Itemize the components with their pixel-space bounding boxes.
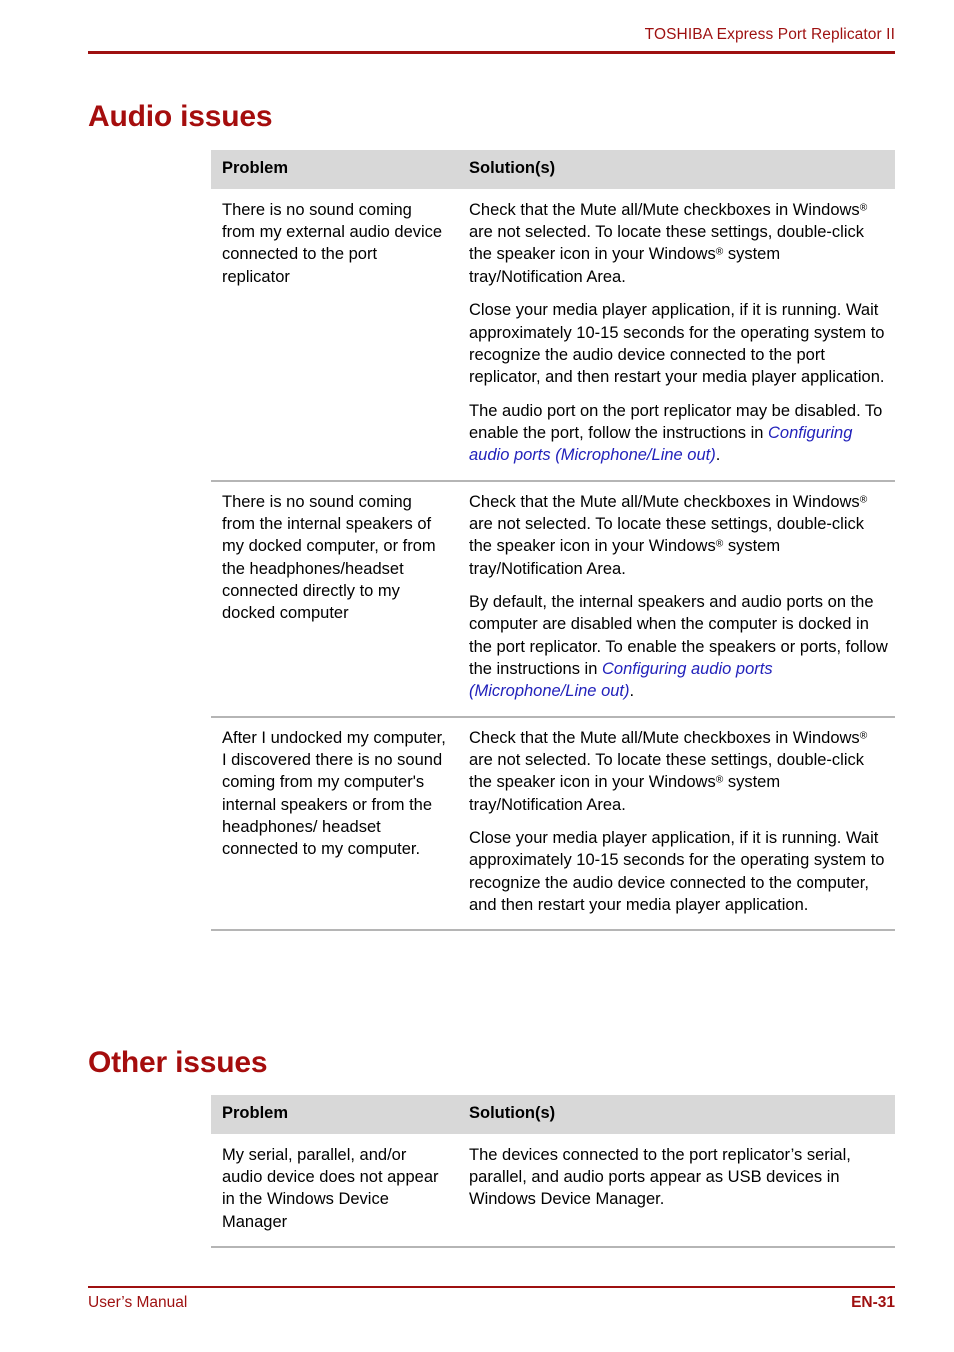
registered-mark: ® <box>715 538 724 550</box>
solution-paragraph <box>469 199 891 288</box>
cross-reference-link[interactable]: Configuring audio ports (Microphone/Line out) <box>469 659 773 701</box>
solution-paragraph <box>469 591 891 703</box>
section-heading-other-issues: Other issues <box>88 1046 268 1080</box>
cross-reference-link[interactable]: Configuring audio ports (Microphone/Line out) <box>469 423 853 465</box>
solution-text-part: . <box>715 446 721 465</box>
solution-text-part: . <box>629 682 635 701</box>
solution-text-part: are not selected. To locate these settings, double-click the speaker icon in your Windows <box>469 514 865 556</box>
problem-cell <box>211 717 457 931</box>
solution-cell <box>457 1134 895 1247</box>
table-header-row <box>211 1095 895 1134</box>
problem-text: My serial, parallel, and/or audio device does not appear in the Windows Device Manager <box>222 1145 439 1231</box>
column-header-problem: Problem <box>211 1095 457 1134</box>
problem-cell <box>211 481 457 717</box>
solution-cell <box>457 717 895 931</box>
header-rule <box>88 51 895 54</box>
solution-text-part: Check that the Mute all/Mute checkboxes in Windows <box>469 200 860 219</box>
registered-mark: ® <box>715 246 724 258</box>
registered-mark: ® <box>859 730 868 742</box>
solution-text-part: system tray/Notification Area. <box>469 537 781 578</box>
solution-paragraph: Close your media player application, if it is running. Wait approximately 10-15 seconds for the operating system to recognize the audio device connected to the computer, and then restart your media player application. <box>469 829 885 915</box>
table-row <box>211 189 895 481</box>
table-row <box>211 717 895 931</box>
problem-cell <box>211 189 457 481</box>
solution-paragraph <box>469 727 891 816</box>
problem-text: There is no sound coming from the internal speakers of my docked computer, or from the headphones/headset connected directly to my docked computer <box>222 492 436 623</box>
registered-mark: ® <box>859 202 868 214</box>
solution-text-part: system tray/Notification Area. <box>469 773 781 814</box>
solution-paragraph: The devices connected to the port replicator’s serial, parallel, and audio ports appear as USB devices in Windows Device Manager. <box>469 1145 851 1209</box>
solution-cell <box>457 481 895 717</box>
column-header-solution: Solution(s) <box>457 150 895 189</box>
audio-issues-table <box>211 150 895 931</box>
running-header-title: TOSHIBA Express Port Replicator II <box>644 26 895 43</box>
solution-text-part: By default, the internal speakers and audio ports on the computer are disabled when the computer is docked in the port replicator. To enable the speakers or ports, follow the instructions in <box>469 592 888 678</box>
problem-text: After I undocked my computer, I discovered there is no sound coming from my computer's internal speakers or from the headphones/ headset connected to my computer. <box>222 728 446 859</box>
registered-mark: ® <box>715 774 724 786</box>
problem-cell <box>211 1134 457 1247</box>
section-heading-audio-issues: Audio issues <box>88 100 273 134</box>
table-row <box>211 481 895 717</box>
other-issues-table <box>211 1095 895 1248</box>
solution-text-part: Check that the Mute all/Mute checkboxes in Windows <box>469 492 860 511</box>
solution-text-part: Check that the Mute all/Mute checkboxes in Windows <box>469 728 860 747</box>
solution-text-part: are not selected. To locate these settings, double-click the speaker icon in your Windows <box>469 223 865 264</box>
registered-mark: ® <box>859 493 868 505</box>
running-header <box>88 26 895 44</box>
solution-cell <box>457 189 895 481</box>
solution-paragraph <box>469 491 891 580</box>
table-header-row <box>211 150 895 189</box>
solution-text-part: are not selected. To locate these settings, double-click the speaker icon in your Windows <box>469 751 865 792</box>
footer-rule <box>88 1286 895 1288</box>
solution-paragraph <box>469 400 891 467</box>
column-header-solution: Solution(s) <box>457 1095 895 1134</box>
footer-manual-label: User’s Manual <box>88 1294 188 1311</box>
table-row <box>211 1134 895 1247</box>
solution-text-part: The audio port on the port replicator may be disabled. To enable the port, follow the instructions in <box>469 401 883 442</box>
column-header-problem: Problem <box>211 150 457 189</box>
solution-text-part: system tray/Notification Area. <box>469 245 781 286</box>
footer-page-number: EN-31 <box>851 1294 895 1311</box>
solution-paragraph: Close your media player application, if it is running. Wait approximately 10-15 seconds for the operating system to recognize the audio device connected to the port replicator, and then restart your media player application. <box>469 301 885 387</box>
problem-text: There is no sound coming from my external audio device connected to the port replicator <box>222 200 443 286</box>
